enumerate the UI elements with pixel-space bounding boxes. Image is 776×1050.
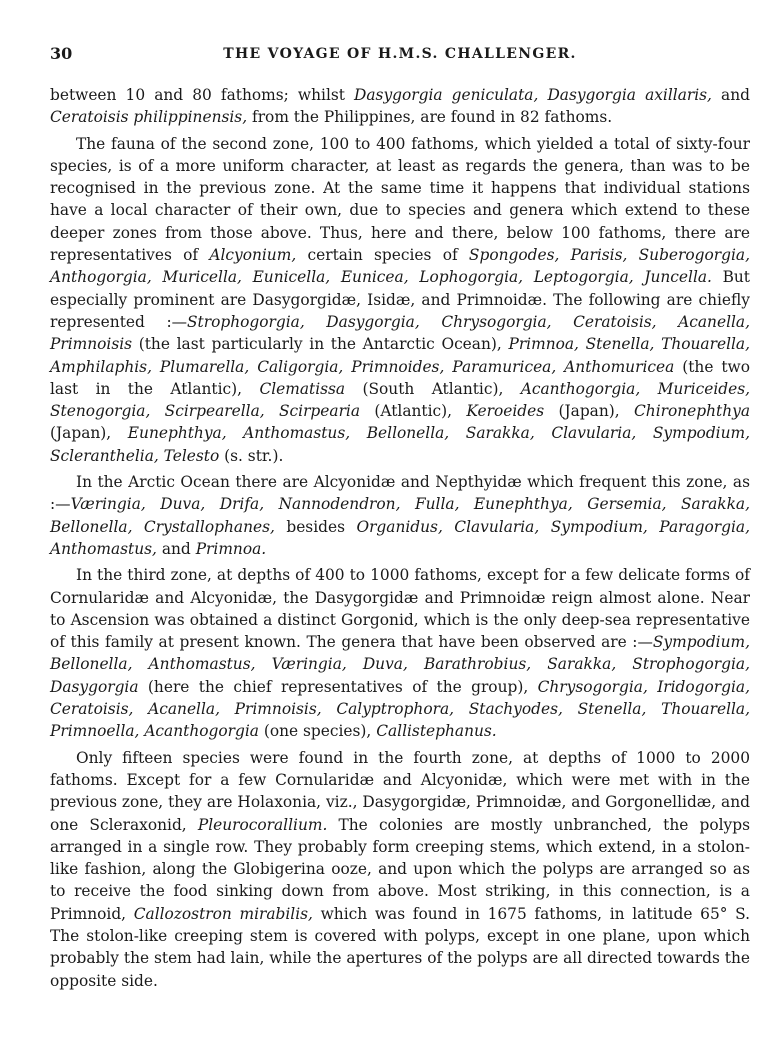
paragraph-3 <box>50 471 750 560</box>
text-run: (s. str.). <box>219 446 284 465</box>
text-run: (the two last in the Atlantic), <box>50 357 750 398</box>
text-run: (South Atlantic), <box>345 379 521 398</box>
text-run: (here the chief representatives of the group), <box>138 677 538 696</box>
italic-text: Væringia, Duva, Drifa, Nannodendron, Fulla, Eunephthya, Gersemia, Sarakka, Bellonella, Crystallophanes, <box>50 495 750 536</box>
italic-text: Dasygorgia geniculata, Dasygorgia axillaris, <box>354 86 712 104</box>
text-run: certain species of <box>296 246 469 265</box>
paragraph-1 <box>50 84 750 129</box>
page-header <box>50 44 750 70</box>
paragraph-4 <box>50 564 750 742</box>
text-run: (Atlantic), <box>360 402 467 421</box>
text-run: and <box>711 86 750 104</box>
italic-text: Callozostron mirabilis, <box>133 904 313 923</box>
page-number: 30 <box>50 44 73 63</box>
text-run: from the Philippines, are found in 82 fathoms. <box>247 108 613 127</box>
italic-text: Primnoa, Stenella, Thouarella, Amphilaphis, Plumarella, Caligorgia, Primnoides, Paramuricea, Anthomuricea <box>50 335 750 376</box>
italic-text: Callistephanus. <box>376 722 497 741</box>
italic-text: Keroeides <box>466 402 545 421</box>
italic-text: Ceratoisis philippinensis, <box>50 108 248 127</box>
italic-text: Clematissa <box>259 379 346 398</box>
italic-text: Pleurocorallium. <box>197 815 328 834</box>
italic-text: Organidus, Clavularia, Sympodium, Paragorgia, Anthomastus, <box>50 517 750 558</box>
italic-text: Chrysogorgia, Iridogorgia, Ceratoisis, Acanella, Primnoisis, Calyptrophora, Stachyodes, Stenella, Thouarella, Primnoella, Acanthogorgia <box>50 677 750 741</box>
body-text <box>50 84 750 992</box>
text-run: (the last particularly in the Antarctic Ocean), <box>132 335 509 354</box>
text-run: (Japan), <box>544 402 635 421</box>
running-title: THE VOYAGE OF H.M.S. CHALLENGER. <box>223 46 577 62</box>
paragraph-5 <box>50 747 750 992</box>
italic-text: Primnoa. <box>195 539 267 558</box>
text-run: which was found in 1675 fathoms, in latitude 65° S. The stolon-like creeping stem is covered with polyps, except in one plane, upon which probably the stem had lain, while the apertures of the polyps are all directed towards the opposite side. <box>50 904 751 990</box>
italic-text: Chironephthya <box>634 402 751 421</box>
paragraph-2 <box>50 133 750 467</box>
text-run: (Japan), <box>50 424 128 443</box>
text-run: between 10 and 80 fathoms; whilst <box>50 86 355 104</box>
italic-text: Eunephthya, Anthomastus, Bellonella, Sarakka, Clavularia, Sympodium, Scleranthelia, Telesto <box>50 424 750 465</box>
italic-text: Spongodes, Parisis, Suberogorgia, Anthogorgia, Muricella, Eunicella, Eunicea, Lophogorgia, Leptogorgia, Juncella. <box>50 246 750 287</box>
italic-text: Acanthogorgia, Muriceides, Stenogorgia, Scirpearella, Scirpearia <box>50 379 750 421</box>
page <box>50 44 750 992</box>
text-run: But especially prominent are Dasygorgidæ, Isidæ, and Primnoidæ. The following are chiefly represented :— <box>50 268 750 331</box>
text-run: Only fifteen species were found in the fourth zone, at depths of 1000 to 2000 fathoms. Except for a few Cornularidæ and Alcyonidæ, which were met with in the previous zone, they are Holaxonia, viz., Dasygorgidæ, Primnoidæ, and Gorgonellidæ, and one Scleraxonid, <box>50 748 750 834</box>
text-run: besides <box>274 517 357 536</box>
text-run: (one species), <box>258 722 377 741</box>
text-run: In the Arctic Ocean there are Alcyonidæ and Nepthyidæ which frequent this zone, as :— <box>50 473 750 514</box>
italic-text: Sympodium, Bellonella, Anthomastus, Væringia, Duva, Barathrobius, Sarakka, Strophogorgia, Dasygorgia <box>50 633 750 696</box>
italic-text: Alcyonium, <box>209 246 297 265</box>
italic-text: Strophogorgia, Dasygorgia, Chrysogorgia, Ceratoisis, Acanella, Primnoisis <box>50 312 750 354</box>
text-run: and <box>156 539 196 558</box>
text-run: The fauna of the second zone, 100 to 400 fathoms, which yielded a total of sixty-four species, is of a more uniform character, at least as regards the genera, than was to be recognised in the previous zone. At the same time it happens that individual stations have a local character of their own, due to species and genera which extend to these deeper zones from those above. Thus, here and there, below 100 fathoms, there are representatives of <box>50 134 750 265</box>
text-run: In the third zone, at depths of 400 to 1000 fathoms, except for a few delicate forms of Cornularidæ and Alcyonidæ, the Dasygorgidæ and Primnoidæ reign almost alone. Near to Ascension was obtained a distinct Gorgonid, which is the only deep-sea representative of this family at present known. The genera that have been observed are :— <box>50 566 750 652</box>
text-run: The colonies are mostly unbranched, the polyps arranged in a single row. They probably form creeping stems, which extend, in a stolon-like fashion, along the Globigerina ooze, and upon which the polyps are arranged so as to receive the food sinking down from above. Most striking, in this connection, is a Primnoid, <box>50 815 750 923</box>
